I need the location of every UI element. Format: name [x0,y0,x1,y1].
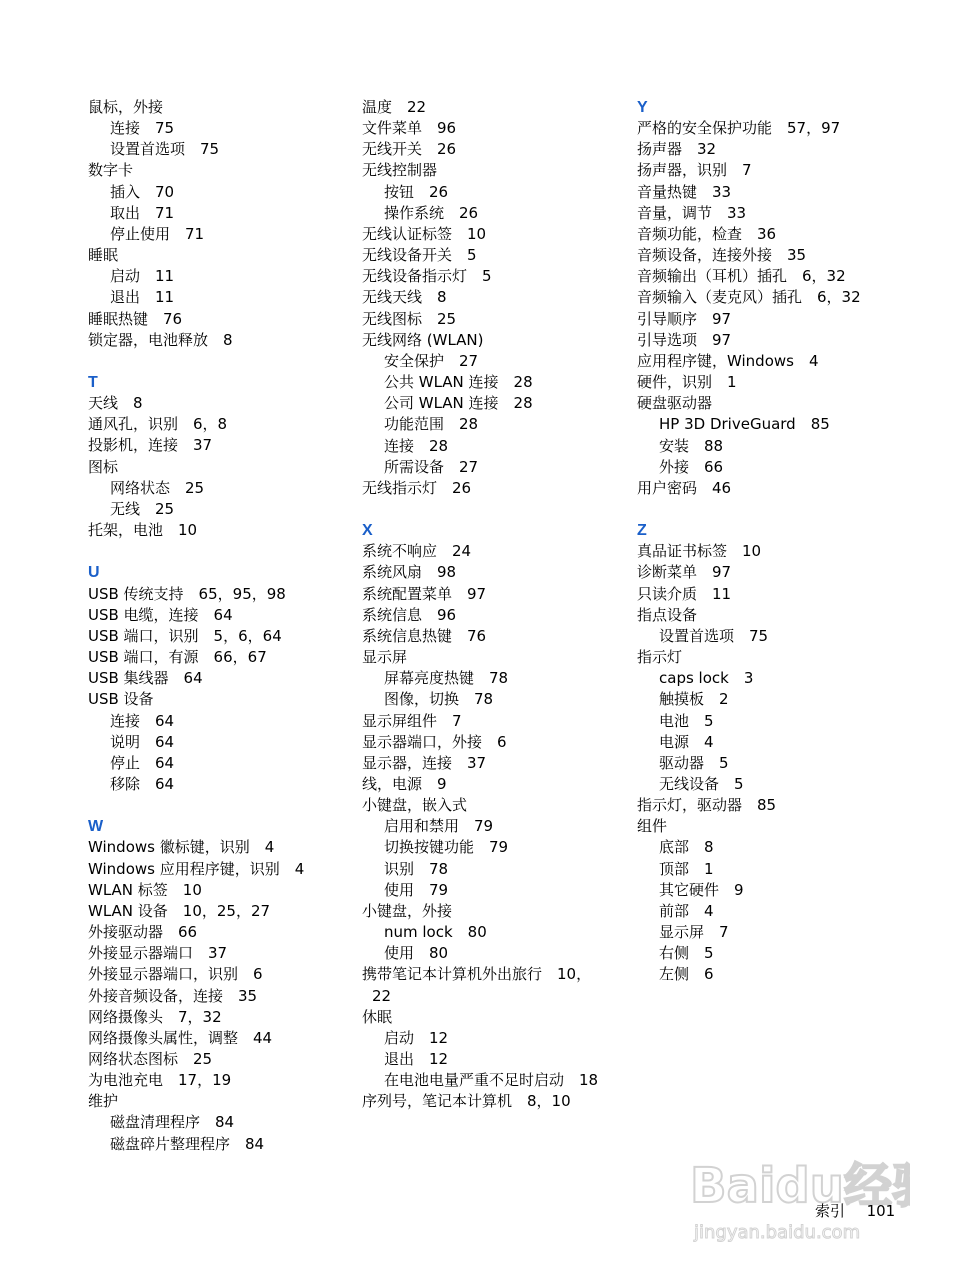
index-column-2 [362,97,624,1112]
index-entry: 无线设备指示灯 5 [362,267,492,286]
index-subentry: 连接 75 [110,119,175,138]
index-entry: 外接音频设备，连接 35 [88,986,258,1005]
index-subentry: 触摸板 2 [659,690,729,709]
index-entry: 线，电源 9 [362,774,447,793]
section-spacer [88,541,350,562]
watermark-main-text: Baidu经 [690,1158,892,1214]
index-entry: 显示屏组件 7 [362,711,462,730]
index-entry: USB 端口，有源 66，67 [88,648,267,667]
index-subentry: 连接 64 [110,711,175,730]
index-entry: Windows 徽标键，识别 4 [88,838,275,857]
index-subentry: 驱动器 5 [659,753,729,772]
baidu-jingyan-watermark [690,1140,910,1250]
index-entry: 音量，调节 33 [637,203,747,222]
index-entry: 引导选项 97 [637,330,732,349]
index-subentry: 插入 70 [110,182,175,201]
index-entry: 系统配置菜单 97 [362,584,487,603]
index-entry: 图标 [88,457,119,476]
index-subentry: 连接 28 [384,436,449,455]
index-entry: 系统信息 96 [362,605,457,624]
index-entry: 只读介质 11 [637,584,732,603]
index-entry: 用户密码 46 [637,478,732,497]
section-spacer [637,499,937,520]
index-entry: 音频输入（麦克风）插孔 6，32 [637,288,861,307]
index-subentry: 屏幕亮度热键 78 [384,669,509,688]
index-subentry: 顶部 1 [659,859,714,878]
index-subentry: 公共 WLAN 连接 28 [384,373,533,392]
index-entry: 投影机，连接 37 [88,436,213,455]
section-spacer [362,499,624,520]
index-subentry: 切换按键功能 79 [384,838,509,857]
index-subentry: 移除 64 [110,774,175,793]
section-letter-heading: W [88,818,104,836]
index-column-3 [637,97,937,986]
index-entry: WLAN 设备 10，25，27 [88,901,271,920]
index-entry: 显示器端口，外接 6 [362,732,507,751]
index-entry: 无线指示灯 26 [362,478,472,497]
index-entry: 休眠 [362,1007,393,1026]
index-entry: 小键盘，外接 [362,901,453,920]
index-subentry: caps lock 3 [659,669,754,688]
index-subentry: 电池 5 [659,711,714,730]
watermark-graphic [690,1140,910,1250]
index-entry: 网络摄像头 7，32 [88,1007,222,1026]
index-subentry: 网络状态 25 [110,478,205,497]
index-entry: 指示灯，驱动器 85 [637,796,777,815]
index-subentry: 退出 11 [110,288,175,307]
section-letter-heading: Y [637,99,648,116]
index-entry: 显示屏 [362,648,408,667]
index-entry: 外接驱动器 66 [88,923,198,942]
index-entry: USB 设备 [88,690,154,709]
index-entry: 无线控制器 [362,161,438,180]
index-subentry: 无线设备 5 [659,774,744,793]
index-entry: 系统不响应 24 [362,542,472,561]
index-entry: 携带笔记本计算机外出旅行 10， [362,965,592,984]
index-entry: 系统信息热键 76 [362,626,487,645]
index-entry: 引导顺序 97 [637,309,732,328]
index-entry: 无线天线 8 [362,288,447,307]
index-subentry: 左侧 6 [659,965,714,984]
index-entry: 指示灯 [637,648,683,667]
index-entry: 维护 [88,1092,119,1111]
index-subentry: 所需设备 27 [384,457,479,476]
index-entry: WLAN 标签 10 [88,880,202,899]
index-entry: USB 端口，识别 5，6，64 [88,626,282,645]
index-entry: 网络状态图标 25 [88,1049,213,1068]
index-subentry: 外接 66 [659,457,724,476]
watermark-url-text: jingyan.baidu.com [694,1222,861,1243]
footer-label: 索引 [815,1202,846,1220]
index-subentry: 在电池电量严重不足时启动 18 [384,1071,599,1090]
index-entry: 数字卡 [88,161,134,180]
index-subentry: 磁盘碎片整理程序 84 [110,1134,265,1153]
index-entry: 睡眠 [88,246,119,265]
index-entry: 无线认证标签 10 [362,224,487,243]
index-entry: USB 传统支持 65，95，98 [88,584,286,603]
index-entry: 音频输出（耳机）插孔 6，32 [637,267,846,286]
index-entry: 音量热键 33 [637,182,732,201]
index-entry: 外接显示器端口，识别 6 [88,965,263,984]
index-entry: 扬声器，识别 7 [637,161,752,180]
index-subentry: 按钮 26 [384,182,449,201]
index-entry: 无线设备开关 5 [362,246,477,265]
index-subentry: 电源 4 [659,732,714,751]
index-entry: 诊断菜单 97 [637,563,732,582]
index-entry: 硬盘驱动器 [637,394,713,413]
index-subentry: 显示屏 7 [659,923,729,942]
index-entry: 严格的安全保护功能 57，97 [637,119,841,138]
index-subentry: 识别 78 [384,859,449,878]
index-entry: 天线 8 [88,394,143,413]
index-subentry: 前部 4 [659,901,714,920]
footer-page-number: 101 [866,1202,896,1220]
index-entry: 音频功能，检查 36 [637,224,777,243]
index-entry: 应用程序键，Windows 4 [637,351,819,370]
index-subentry: 停止 64 [110,753,175,772]
index-entry: 鼠标，外接 [88,98,164,116]
index-subentry: 操作系统 26 [384,203,479,222]
index-subentry: 右侧 5 [659,944,714,963]
index-subentry: 设置首选项 75 [659,626,769,645]
index-subentry: num lock 80 [384,923,487,942]
index-column-1 [88,97,350,1155]
section-spacer [88,351,350,372]
index-entry: 系统风扇 98 [362,563,457,582]
index-entry: 小键盘，嵌入式 [362,796,468,815]
index-entry: 网络摄像头属性，调整 44 [88,1028,273,1047]
index-entry: 组件 [637,817,668,836]
index-subentry: 使用 80 [384,944,449,963]
index-entry: 无线开关 26 [362,140,457,159]
section-letter-heading: Z [637,522,647,540]
index-subentry: 退出 12 [384,1050,449,1069]
index-entry: 硬件，识别 1 [637,373,737,392]
index-subentry: 其它硬件 9 [659,880,744,899]
index-subentry: 无线 25 [110,499,175,518]
index-entry: 扬声器 32 [637,140,717,159]
index-entry: 序列号，笔记本计算机 8，10 [362,1092,571,1111]
index-subentry: 公司 WLAN 连接 28 [384,394,533,413]
section-letter-heading: U [88,564,100,582]
index-subentry: 安装 88 [659,436,724,455]
index-entry: 指点设备 [637,605,698,624]
section-spacer [88,795,350,816]
index-subentry: 磁盘清理程序 84 [110,1113,235,1132]
section-letter-heading: T [88,374,98,392]
index-subentry: 安全保护 27 [384,351,479,370]
index-entry: Windows 应用程序键，识别 4 [88,859,305,878]
index-subentry: 设置首选项 75 [110,140,220,159]
index-entry: 文件菜单 96 [362,119,457,138]
section-letter-heading: X [362,522,373,540]
index-subentry: 图像，切换 78 [384,690,494,709]
index-entry: 通风孔，识别 6，8 [88,415,228,434]
index-subentry: 使用 79 [384,880,449,899]
index-subentry: HP 3D DriveGuard 85 [659,415,830,434]
index-entry: 托架，电池 10 [88,521,198,540]
index-entry: 温度 22 [362,98,427,116]
index-subentry: 启动 11 [110,267,175,286]
index-subentry: 启动 12 [384,1028,449,1047]
index-entry-continuation: 22 [372,986,392,1005]
index-subentry: 取出 71 [110,203,175,222]
index-entry: 音频设备，连接外接 35 [637,246,807,265]
index-entry: 睡眠热键 76 [88,309,183,328]
index-entry: USB 集线器 64 [88,669,203,688]
index-subentry: 功能范围 28 [384,415,479,434]
index-entry: 显示器，连接 37 [362,753,487,772]
index-entry: 外接显示器端口 37 [88,944,228,963]
index-entry: 真品证书标签 10 [637,542,762,561]
index-entry: USB 电缆，连接 64 [88,605,233,624]
index-entry: 为电池充电 17，19 [88,1071,232,1090]
index-subentry: 启用和禁用 79 [384,817,494,836]
index-subentry: 停止使用 71 [110,224,205,243]
index-entry: 锁定器，电池释放 8 [88,330,233,349]
index-entry: 无线图标 25 [362,309,457,328]
index-entry: 无线网络 (WLAN) [362,330,484,349]
page-footer [815,1200,895,1221]
index-subentry: 说明 64 [110,732,175,751]
index-subentry: 底部 8 [659,838,714,857]
